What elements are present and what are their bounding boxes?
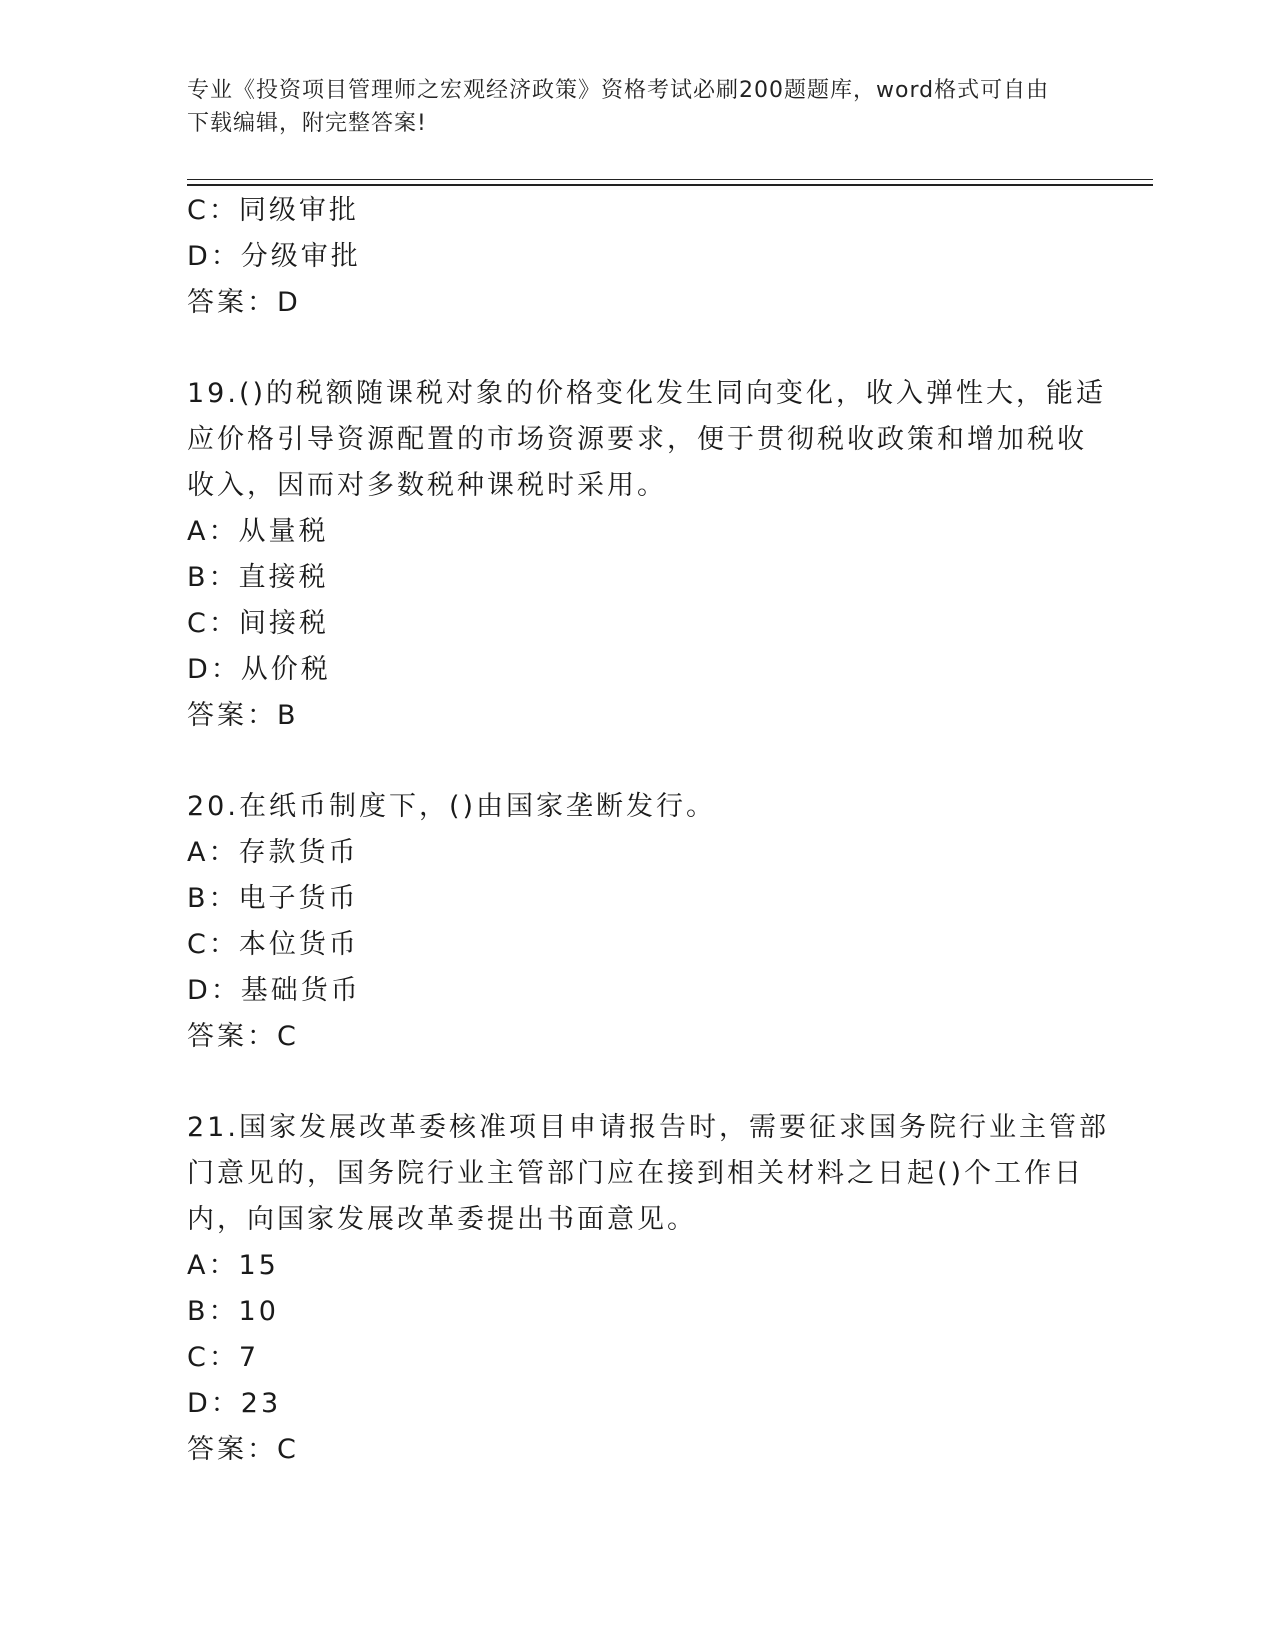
- header-divider: [187, 179, 1153, 186]
- spacer: [187, 739, 1087, 784]
- option-d: D：23: [187, 1388, 282, 1419]
- question-stem-line: 21.国家发展改革委核准项目申请报告时，需要征求国务院行业主管部: [187, 1112, 1109, 1143]
- answer-line: 答案：C: [187, 1434, 299, 1465]
- option-b: B：10: [187, 1296, 279, 1327]
- question-19: [187, 371, 1107, 739]
- option-d: D：从价税: [187, 654, 331, 685]
- question-stem-line: 20.在纸币制度下，()由国家垄断发行。: [187, 791, 717, 822]
- spacer: [187, 1060, 1087, 1105]
- previous-question-tail: [187, 188, 1087, 326]
- question-stem-line: 门意见的，国务院行业主管部门应在接到相关材料之日起()个工作日: [187, 1158, 1085, 1189]
- option-c: C：7: [187, 1342, 260, 1373]
- question-list: [187, 188, 1109, 1473]
- option-c: C：本位货币: [187, 929, 359, 960]
- option-a: A：从量税: [187, 516, 329, 547]
- question-stem-line: 应价格引导资源配置的市场资源要求，便于贯彻税收政策和增加税收: [187, 424, 1087, 455]
- question-21: [187, 1105, 1109, 1473]
- answer-line: 答案：B: [187, 700, 299, 731]
- document-header: 专业《投资项目管理师之宏观经济政策》资格考试必刷200题题库，word格式可自由下载编辑，附完整答案!: [187, 78, 1050, 136]
- spacer: [187, 326, 1087, 371]
- option-c: C：同级审批: [187, 195, 359, 226]
- option-a: A：15: [187, 1250, 279, 1281]
- option-d: D：基础货币: [187, 975, 361, 1006]
- question-stem-line: 19.()的税额随课税对象的价格变化发生同向变化，收入弹性大，能适: [187, 378, 1107, 409]
- option-d: D：分级审批: [187, 241, 361, 272]
- question-stem-line: 收入，因而对多数税种课税时采用。: [187, 470, 667, 501]
- option-b: B：直接税: [187, 562, 329, 593]
- option-c: C：间接税: [187, 608, 329, 639]
- question-stem-line: 内，向国家发展改革委提出书面意见。: [187, 1204, 697, 1235]
- option-a: A：存款货币: [187, 837, 359, 868]
- answer-line: 答案：C: [187, 1021, 299, 1052]
- answer-line: 答案：D: [187, 287, 301, 318]
- option-b: B：电子货币: [187, 883, 359, 914]
- question-20: [187, 784, 1087, 1060]
